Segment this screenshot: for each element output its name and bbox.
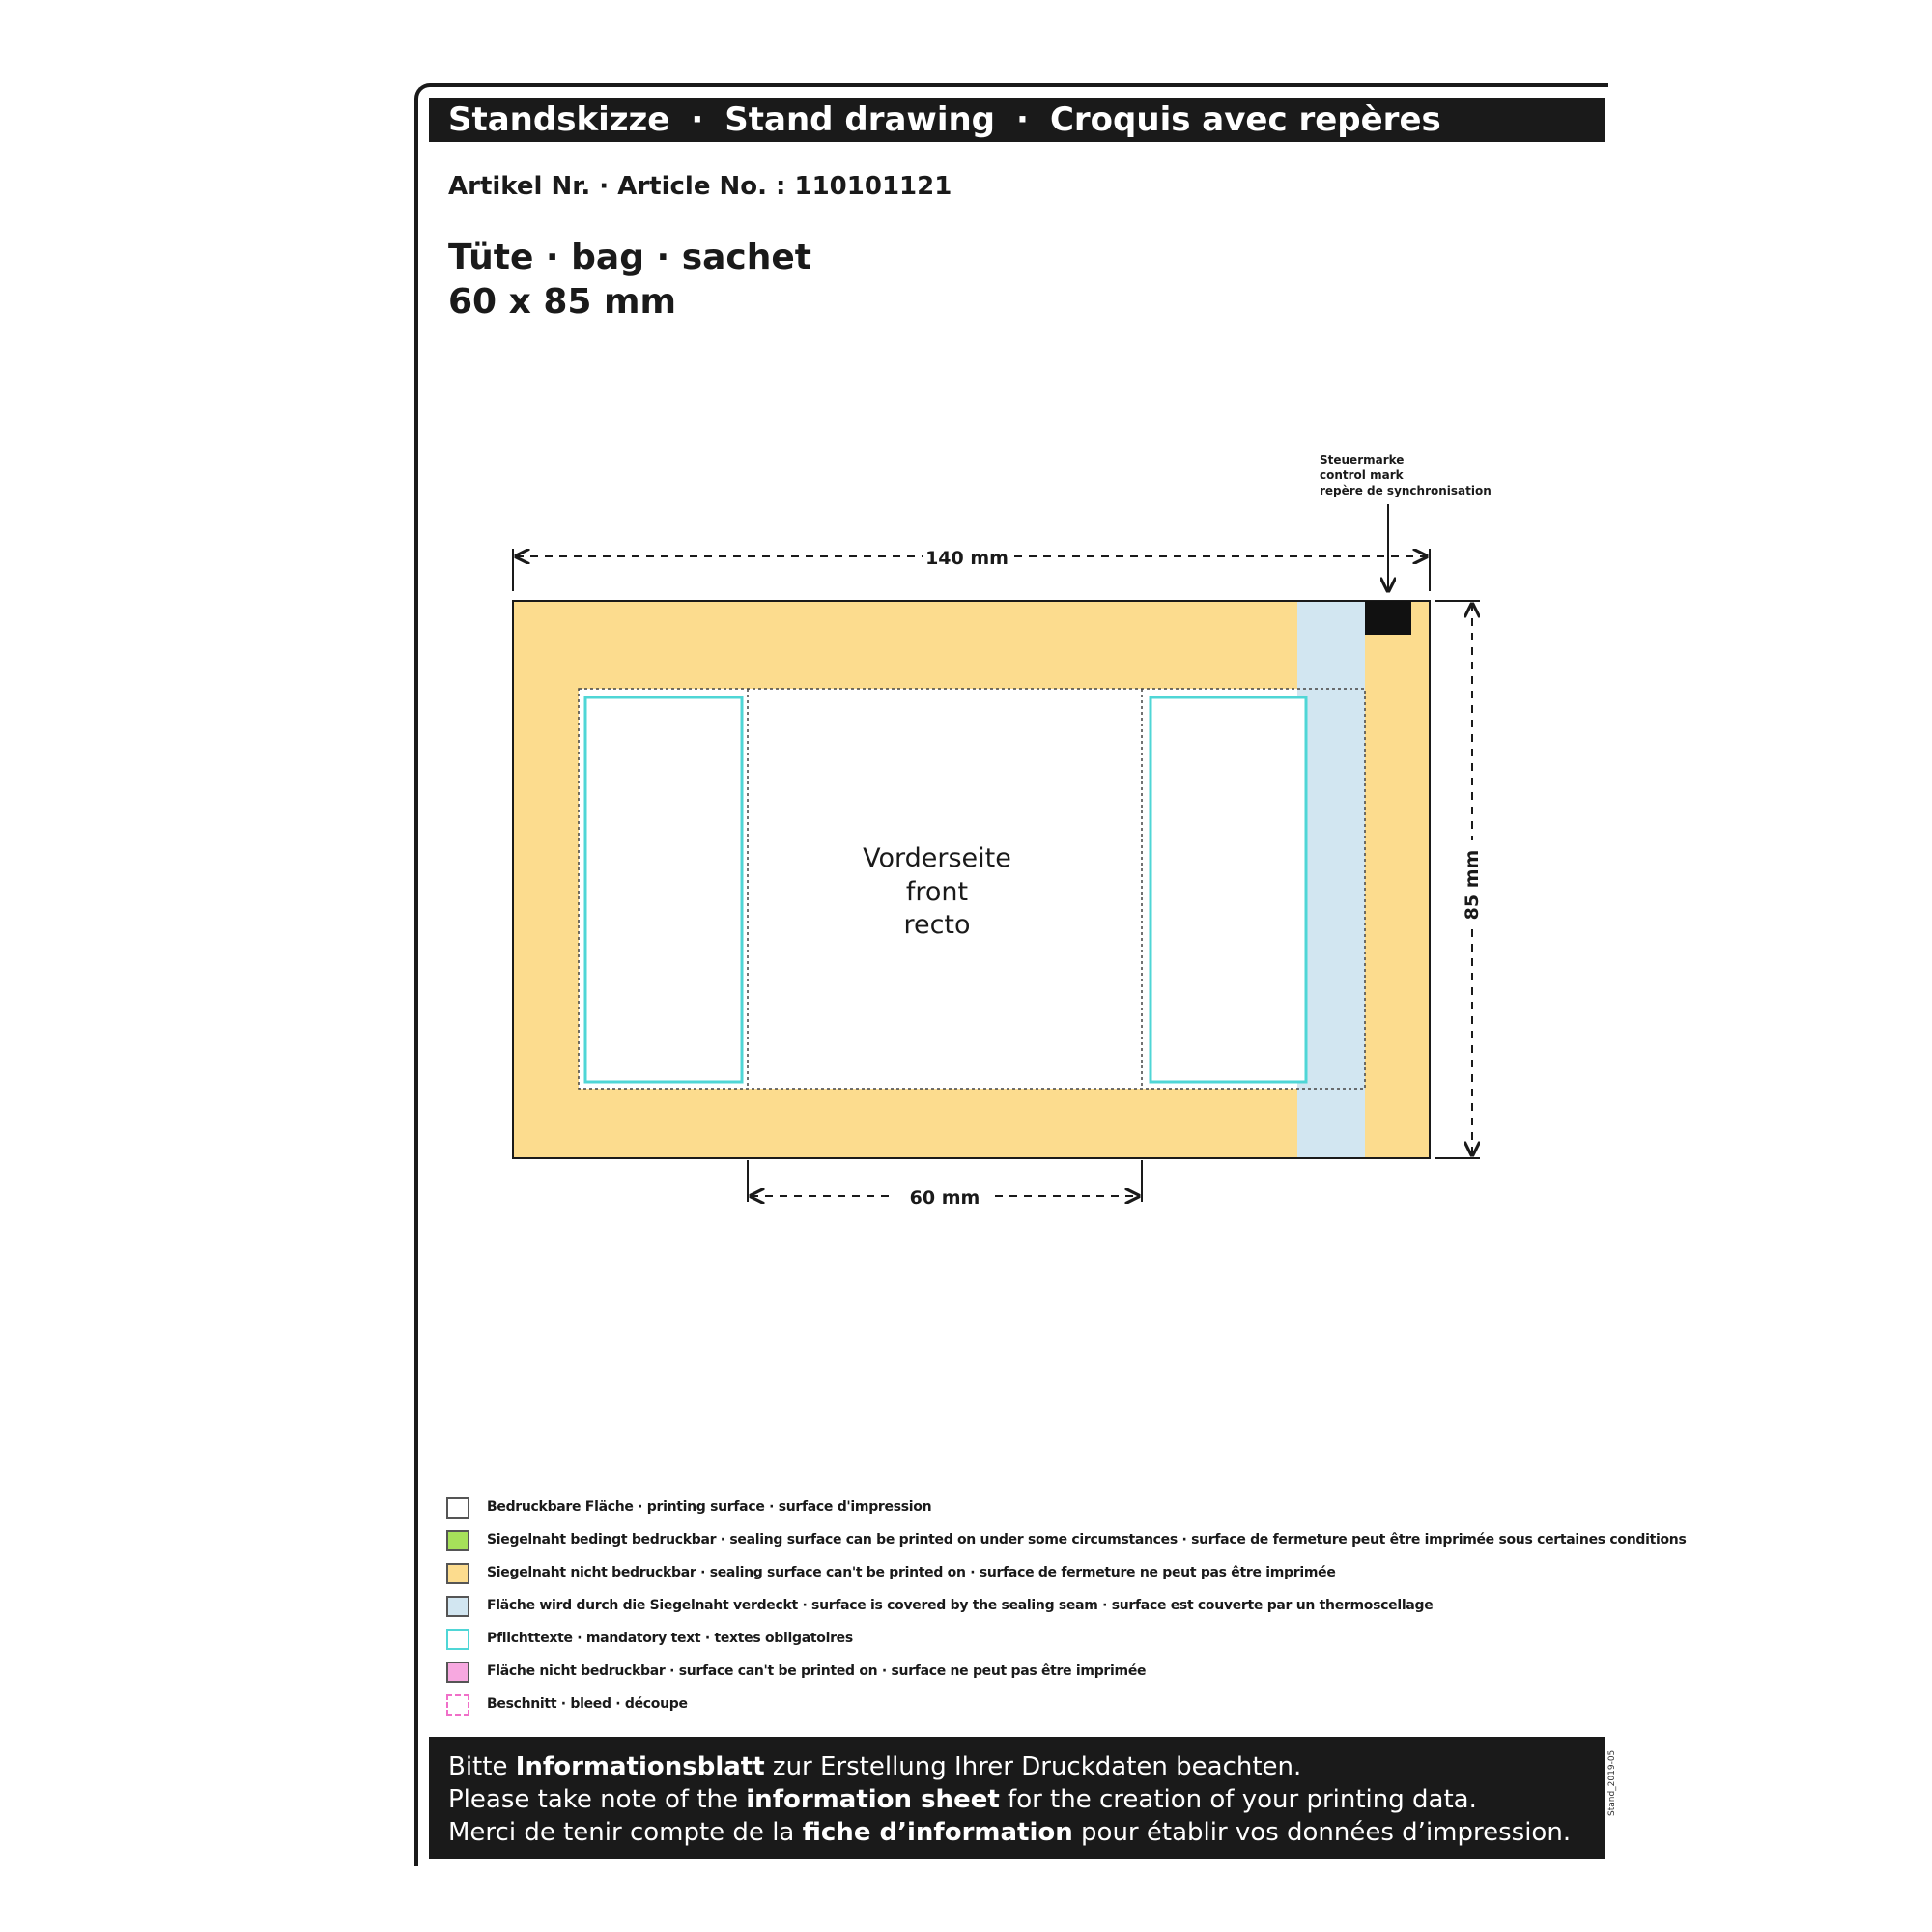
legend-swatch bbox=[446, 1694, 469, 1716]
legend-label: Siegelnaht nicht bedruckbar · sealing surface can't be printed on · surface de fermeture ne peut pas être imprimée bbox=[487, 1565, 1336, 1580]
header-separator: · bbox=[691, 100, 704, 139]
control-mark-label-fr: repère de synchronisation bbox=[1320, 484, 1492, 497]
legend-label: Siegelnaht bedingt bedruckbar · sealing surface can be printed on under some circumstances · surface de fermeture peut être imprimée sous certaines conditions bbox=[487, 1532, 1687, 1548]
product-size: 60 x 85 mm bbox=[448, 282, 677, 322]
legend-label: Fläche nicht bedruckbar · surface can't be printed on · surface ne peut pas être imprimée bbox=[487, 1663, 1147, 1679]
mandatory-text-box-left bbox=[585, 697, 742, 1082]
control-mark-label-en: control mark bbox=[1320, 469, 1404, 482]
width-dimension-label: 140 mm bbox=[925, 548, 1009, 569]
product-name: Tüte · bag · sachet bbox=[448, 238, 812, 277]
legend-swatch bbox=[446, 1596, 469, 1617]
footer-text: Please take note of the bbox=[448, 1785, 747, 1814]
header-title-de: Standskizze bbox=[448, 100, 670, 139]
footer-text-bold: Informationsblatt bbox=[515, 1752, 765, 1781]
legend-label: Beschnitt · bleed · découpe bbox=[487, 1696, 688, 1712]
legend-swatch bbox=[446, 1629, 469, 1650]
legend-label: Bedruckbare Fläche · printing surface · surface d'impression bbox=[487, 1499, 932, 1515]
legend-swatch bbox=[446, 1530, 469, 1551]
legend-label: Pflichttexte · mandatory text · textes obligatoires bbox=[487, 1631, 853, 1646]
footer-text: for the creation of your printing data. bbox=[999, 1785, 1477, 1814]
control-mark-label-de: Steuermarke bbox=[1320, 453, 1405, 467]
header-title-en: Stand drawing bbox=[724, 100, 996, 139]
header-title-fr: Croquis avec repères bbox=[1049, 100, 1441, 139]
footer-text: Bitte bbox=[448, 1752, 516, 1781]
legend-label: Fläche wird durch die Siegelnaht verdeckt · surface is covered by the sealing seam · surface est couverte par un thermoscellage bbox=[487, 1598, 1434, 1613]
footer-text-bold: fiche d’information bbox=[802, 1818, 1073, 1847]
legend-swatch bbox=[446, 1662, 469, 1683]
footer-text: zur Erstellung Ihrer Druckdaten beachten. bbox=[764, 1752, 1302, 1781]
footer-line-fr bbox=[448, 1818, 1571, 1847]
header-separator: · bbox=[1016, 100, 1029, 139]
legend-swatch bbox=[446, 1497, 469, 1519]
control-mark bbox=[1365, 601, 1411, 635]
document-code: Stand_2019-05 bbox=[1607, 1749, 1617, 1816]
panel-dimension-label: 60 mm bbox=[909, 1187, 980, 1208]
footer-text: pour établir vos données d’impression. bbox=[1072, 1818, 1572, 1847]
footer-text-bold: information sheet bbox=[746, 1785, 1000, 1814]
article-number: Artikel Nr. · Article No. : 110101121 bbox=[448, 172, 952, 201]
footer-bar bbox=[429, 1737, 1605, 1859]
front-label-fr: recto bbox=[903, 910, 971, 940]
footer-line-en bbox=[448, 1785, 1477, 1814]
mandatory-text-box-right bbox=[1151, 697, 1306, 1082]
front-label-de: Vorderseite bbox=[863, 843, 1011, 873]
footer-line-de bbox=[448, 1752, 1301, 1781]
legend-swatch bbox=[446, 1563, 469, 1584]
height-dimension-label: 85 mm bbox=[1462, 849, 1483, 921]
footer-text: Merci de tenir compte de la bbox=[448, 1818, 803, 1847]
front-label-en: front bbox=[905, 877, 969, 907]
